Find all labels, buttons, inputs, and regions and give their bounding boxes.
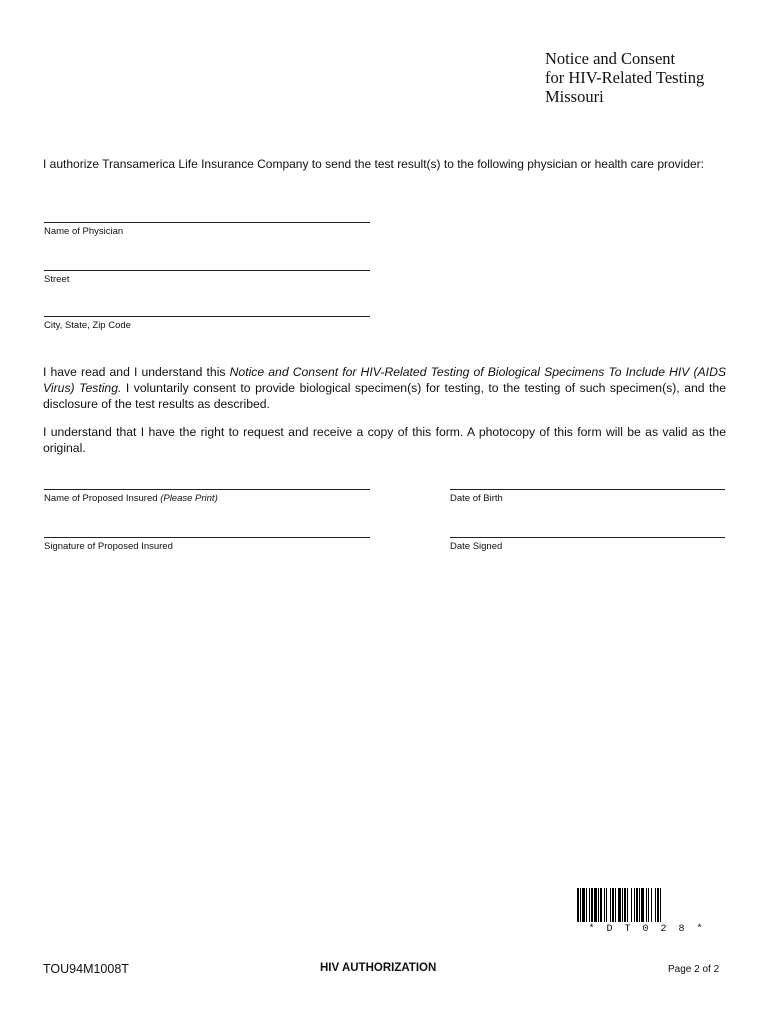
- signature-label: Signature of Proposed Insured: [44, 541, 173, 552]
- city-state-zip-label: City, State, Zip Code: [44, 320, 131, 331]
- date-of-birth-field[interactable]: [450, 489, 725, 504]
- physician-name-field[interactable]: [44, 222, 370, 237]
- barcode-text: * D T 0 2 8 *: [588, 924, 706, 935]
- street-field[interactable]: [44, 270, 370, 285]
- title-line-1: Notice and Consent: [545, 49, 676, 68]
- document-title: [545, 49, 755, 106]
- street-line: [44, 270, 370, 271]
- consent-notice-title: Notice and Consent for HIV-Related Testing of Biological Specimens To Include HIV (AIDS Virus) Testing.: [43, 365, 726, 395]
- date-of-birth-line: [450, 489, 725, 490]
- consent-text-end: I voluntarily consent to provide biological specimen(s) for testing, to the testing of such specimen(s), and the disclosure of the test results as described.: [43, 381, 726, 411]
- authorization-intro: I authorize Transamerica Life Insurance Company to send the test result(s) to the following physician or health care provider:: [43, 157, 705, 171]
- city-state-zip-line: [44, 316, 370, 317]
- insured-name-label: Name of Proposed Insured (Please Print): [44, 493, 218, 504]
- street-label: Street: [44, 274, 70, 285]
- physician-name-label: Name of Physician: [44, 226, 124, 237]
- date-of-birth-label: Date of Birth: [450, 493, 503, 504]
- please-print-note: (Please Print): [160, 493, 218, 504]
- form-code: TOU94M1008T: [43, 962, 129, 976]
- insured-name-field[interactable]: [44, 489, 370, 504]
- date-signed-line: [450, 537, 725, 538]
- title-line-2: for HIV-Related Testing: [545, 68, 705, 87]
- title-line-3: Missouri: [545, 87, 604, 106]
- physician-name-line: [44, 222, 370, 223]
- page-number: Page 2 of 2: [668, 964, 720, 975]
- insured-name-line: [44, 489, 370, 490]
- signature-field[interactable]: [44, 537, 370, 552]
- form-title: HIV AUTHORIZATION: [320, 962, 437, 974]
- signature-line: [44, 537, 370, 538]
- date-signed-label: Date Signed: [450, 541, 503, 552]
- consent-text-start: I have read and I understand this: [43, 365, 230, 379]
- city-state-zip-field[interactable]: [44, 316, 370, 331]
- date-signed-field[interactable]: [450, 537, 725, 552]
- barcode-icon: [577, 888, 717, 922]
- copy-rights-paragraph: I understand that I have the right to request and receive a copy of this form. A photocopy of this form will be as valid as the original.: [43, 425, 726, 455]
- consent-paragraph: [43, 364, 726, 412]
